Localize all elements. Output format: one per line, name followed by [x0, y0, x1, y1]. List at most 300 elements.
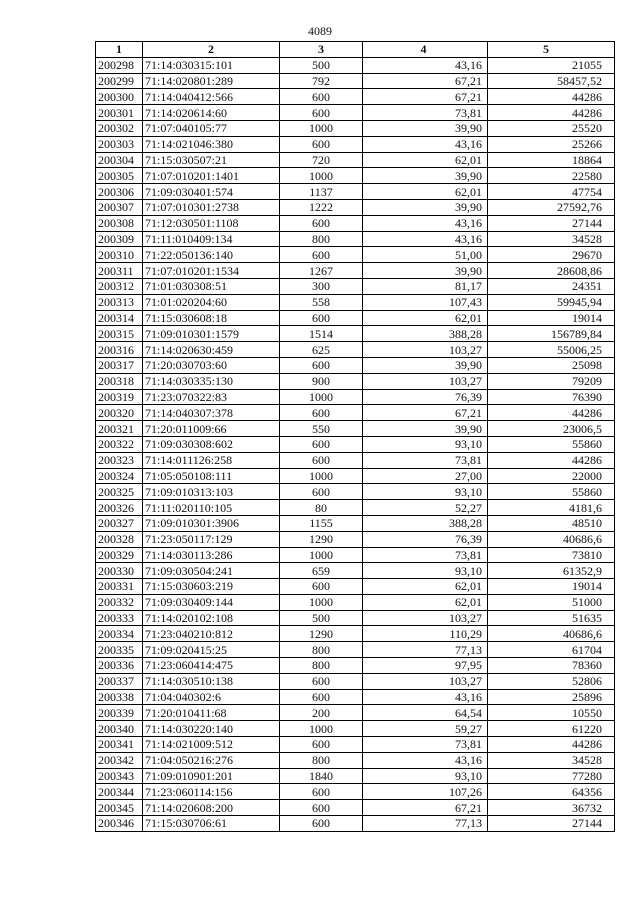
area-cell: 500 [280, 57, 363, 73]
table-row [96, 278, 615, 294]
record-number-cell: 200318 [96, 373, 143, 389]
area-cell: 600 [280, 136, 363, 152]
rate-cell: 110,29 [363, 626, 488, 642]
table-row [96, 326, 615, 342]
area-cell: 80 [280, 500, 363, 516]
table-row [96, 405, 615, 421]
record-number-cell: 200328 [96, 531, 143, 547]
record-number-cell: 200306 [96, 184, 143, 200]
column-header-4: 4 [363, 42, 488, 58]
area-cell: 600 [280, 405, 363, 421]
cadastral-number-cell: 71:14:030510:138 [143, 673, 280, 689]
table-row [96, 120, 615, 136]
cadastral-number-cell: 71:04:040302:6 [143, 689, 280, 705]
record-number-cell: 200334 [96, 626, 143, 642]
cadastral-number-cell: 71:23:070322:83 [143, 389, 280, 405]
cadastral-number-cell: 71:09:010901:201 [143, 768, 280, 784]
area-cell: 1840 [280, 768, 363, 784]
rate-cell: 39,90 [363, 357, 488, 373]
record-number-cell: 200341 [96, 737, 143, 753]
rate-cell: 39,90 [363, 168, 488, 184]
area-cell: 720 [280, 152, 363, 168]
table-row [96, 342, 615, 358]
area-cell: 900 [280, 373, 363, 389]
area-cell: 1000 [280, 168, 363, 184]
cadastral-number-cell: 71:09:020415:25 [143, 642, 280, 658]
table-row [96, 105, 615, 121]
record-number-cell: 200340 [96, 721, 143, 737]
area-cell: 600 [280, 215, 363, 231]
table-row [96, 452, 615, 468]
table-row [96, 57, 615, 73]
table-row [96, 421, 615, 437]
rate-cell: 43,16 [363, 57, 488, 73]
rate-cell: 43,16 [363, 752, 488, 768]
area-cell: 600 [280, 89, 363, 105]
value-cell: 27592,76 [488, 199, 615, 215]
cadastral-number-cell: 71:23:060114:156 [143, 784, 280, 800]
area-cell: 600 [280, 310, 363, 326]
value-cell: 23006,5 [488, 421, 615, 437]
rate-cell: 62,01 [363, 579, 488, 595]
rate-cell: 39,90 [363, 120, 488, 136]
record-number-cell: 200345 [96, 800, 143, 816]
area-cell: 600 [280, 673, 363, 689]
rate-cell: 64,54 [363, 705, 488, 721]
table-row [96, 184, 615, 200]
cadastral-number-cell: 71:15:030507:21 [143, 152, 280, 168]
record-number-cell: 200329 [96, 547, 143, 563]
cadastral-number-cell: 71:23:040210:812 [143, 626, 280, 642]
value-cell: 59945,94 [488, 294, 615, 310]
table-row [96, 389, 615, 405]
area-cell: 1000 [280, 721, 363, 737]
column-header-1: 1 [96, 42, 143, 58]
cadastral-number-cell: 71:11:020110:105 [143, 500, 280, 516]
cadastral-number-cell: 71:01:030308:51 [143, 278, 280, 294]
rate-cell: 77,13 [363, 816, 488, 832]
record-number-cell: 200342 [96, 752, 143, 768]
area-cell: 550 [280, 421, 363, 437]
cadastral-number-cell: 71:09:010301:1579 [143, 326, 280, 342]
cadastral-number-cell: 71:23:060414:475 [143, 658, 280, 674]
record-number-cell: 200324 [96, 468, 143, 484]
cadastral-number-cell: 71:14:020608:200 [143, 800, 280, 816]
value-cell: 21055 [488, 57, 615, 73]
table-row [96, 199, 615, 215]
area-cell: 1000 [280, 120, 363, 136]
cadastral-number-cell: 71:07:010301:2738 [143, 199, 280, 215]
rate-cell: 67,21 [363, 405, 488, 421]
area-cell: 1000 [280, 594, 363, 610]
area-cell: 600 [280, 105, 363, 121]
rate-cell: 93,10 [363, 563, 488, 579]
table-row [96, 168, 615, 184]
rate-cell: 97,95 [363, 658, 488, 674]
rate-cell: 51,00 [363, 247, 488, 263]
record-number-cell: 200335 [96, 642, 143, 658]
value-cell: 25098 [488, 357, 615, 373]
cadastral-number-cell: 71:09:010301:3906 [143, 515, 280, 531]
table-body [96, 57, 615, 831]
cadastral-number-cell: 71:14:021046:380 [143, 136, 280, 152]
table-row [96, 579, 615, 595]
cadastral-number-cell: 71:11:010409:134 [143, 231, 280, 247]
registry-table [95, 41, 615, 832]
cadastral-number-cell: 71:09:010313:103 [143, 484, 280, 500]
value-cell: 25266 [488, 136, 615, 152]
area-cell: 800 [280, 658, 363, 674]
record-number-cell: 200315 [96, 326, 143, 342]
rate-cell: 43,16 [363, 136, 488, 152]
table-row [96, 263, 615, 279]
rate-cell: 39,90 [363, 199, 488, 215]
rate-cell: 93,10 [363, 768, 488, 784]
value-cell: 29670 [488, 247, 615, 263]
record-number-cell: 200298 [96, 57, 143, 73]
area-cell: 800 [280, 642, 363, 658]
record-number-cell: 200344 [96, 784, 143, 800]
value-cell: 27144 [488, 215, 615, 231]
record-number-cell: 200337 [96, 673, 143, 689]
record-number-cell: 200300 [96, 89, 143, 105]
table-row [96, 152, 615, 168]
rate-cell: 103,27 [363, 373, 488, 389]
value-cell: 76390 [488, 389, 615, 405]
cadastral-number-cell: 71:09:030401:574 [143, 184, 280, 200]
value-cell: 51635 [488, 610, 615, 626]
record-number-cell: 200336 [96, 658, 143, 674]
cadastral-number-cell: 71:14:030315:101 [143, 57, 280, 73]
rate-cell: 62,01 [363, 310, 488, 326]
table-row [96, 721, 615, 737]
rate-cell: 73,81 [363, 737, 488, 753]
table-row [96, 610, 615, 626]
record-number-cell: 200310 [96, 247, 143, 263]
record-number-cell: 200323 [96, 452, 143, 468]
value-cell: 19014 [488, 310, 615, 326]
table-row [96, 816, 615, 832]
area-cell: 1222 [280, 199, 363, 215]
value-cell: 52806 [488, 673, 615, 689]
table-row [96, 247, 615, 263]
cadastral-number-cell: 71:20:010411:68 [143, 705, 280, 721]
cadastral-number-cell: 71:14:020801:289 [143, 73, 280, 89]
rate-cell: 76,39 [363, 531, 488, 547]
value-cell: 44286 [488, 105, 615, 121]
table-row [96, 515, 615, 531]
rate-cell: 67,21 [363, 73, 488, 89]
rate-cell: 388,28 [363, 515, 488, 531]
area-cell: 558 [280, 294, 363, 310]
table-row [96, 658, 615, 674]
cadastral-number-cell: 71:09:030409:144 [143, 594, 280, 610]
table-row [96, 705, 615, 721]
value-cell: 40686,6 [488, 531, 615, 547]
rate-cell: 103,27 [363, 342, 488, 358]
record-number-cell: 200309 [96, 231, 143, 247]
rate-cell: 103,27 [363, 610, 488, 626]
value-cell: 73810 [488, 547, 615, 563]
rate-cell: 43,16 [363, 689, 488, 705]
page-number: 4089 [308, 24, 332, 38]
value-cell: 22580 [488, 168, 615, 184]
value-cell: 44286 [488, 737, 615, 753]
value-cell: 34528 [488, 752, 615, 768]
rate-cell: 73,81 [363, 105, 488, 121]
rate-cell: 43,16 [363, 215, 488, 231]
cadastral-number-cell: 71:05:050108:111 [143, 468, 280, 484]
area-cell: 200 [280, 705, 363, 721]
area-cell: 800 [280, 752, 363, 768]
table-row [96, 547, 615, 563]
rate-cell: 77,13 [363, 642, 488, 658]
table-row [96, 531, 615, 547]
cadastral-number-cell: 71:04:050216:276 [143, 752, 280, 768]
record-number-cell: 200301 [96, 105, 143, 121]
value-cell: 55860 [488, 436, 615, 452]
value-cell: 48510 [488, 515, 615, 531]
rate-cell: 62,01 [363, 184, 488, 200]
table-row [96, 310, 615, 326]
table-row [96, 800, 615, 816]
value-cell: 61704 [488, 642, 615, 658]
record-number-cell: 200317 [96, 357, 143, 373]
rate-cell: 62,01 [363, 152, 488, 168]
area-cell: 500 [280, 610, 363, 626]
table-row [96, 689, 615, 705]
table-row [96, 594, 615, 610]
rate-cell: 52,27 [363, 500, 488, 516]
cadastral-number-cell: 71:14:030113:286 [143, 547, 280, 563]
area-cell: 600 [280, 357, 363, 373]
rate-cell: 67,21 [363, 800, 488, 816]
area-cell: 1000 [280, 547, 363, 563]
record-number-cell: 200332 [96, 594, 143, 610]
area-cell: 1290 [280, 531, 363, 547]
area-cell: 300 [280, 278, 363, 294]
rate-cell: 76,39 [363, 389, 488, 405]
rate-cell: 103,27 [363, 673, 488, 689]
cadastral-number-cell: 71:15:030608:18 [143, 310, 280, 326]
rate-cell: 93,10 [363, 484, 488, 500]
record-number-cell: 200314 [96, 310, 143, 326]
value-cell: 51000 [488, 594, 615, 610]
value-cell: 25896 [488, 689, 615, 705]
cadastral-number-cell: 71:14:021009:512 [143, 737, 280, 753]
record-number-cell: 200305 [96, 168, 143, 184]
area-cell: 600 [280, 689, 363, 705]
area-cell: 600 [280, 816, 363, 832]
record-number-cell: 200331 [96, 579, 143, 595]
value-cell: 47754 [488, 184, 615, 200]
record-number-cell: 200339 [96, 705, 143, 721]
column-header-5: 5 [488, 42, 615, 58]
cadastral-number-cell: 71:14:040412:566 [143, 89, 280, 105]
value-cell: 18864 [488, 152, 615, 168]
record-number-cell: 200299 [96, 73, 143, 89]
table-row [96, 673, 615, 689]
value-cell: 156789,84 [488, 326, 615, 342]
area-cell: 600 [280, 484, 363, 500]
record-number-cell: 200311 [96, 263, 143, 279]
value-cell: 44286 [488, 89, 615, 105]
value-cell: 10550 [488, 705, 615, 721]
table-row [96, 642, 615, 658]
value-cell: 19014 [488, 579, 615, 595]
rate-cell: 67,21 [363, 89, 488, 105]
table-row [96, 357, 615, 373]
record-number-cell: 200316 [96, 342, 143, 358]
area-cell: 625 [280, 342, 363, 358]
table-row [96, 89, 615, 105]
table-row [96, 484, 615, 500]
value-cell: 4181,6 [488, 500, 615, 516]
rate-cell: 59,27 [363, 721, 488, 737]
value-cell: 28608,86 [488, 263, 615, 279]
value-cell: 61352,9 [488, 563, 615, 579]
value-cell: 34528 [488, 231, 615, 247]
table-row [96, 752, 615, 768]
cadastral-number-cell: 71:14:030220:140 [143, 721, 280, 737]
area-cell: 1000 [280, 468, 363, 484]
area-cell: 1137 [280, 184, 363, 200]
column-header-3: 3 [280, 42, 363, 58]
rate-cell: 81,17 [363, 278, 488, 294]
area-cell: 600 [280, 737, 363, 753]
record-number-cell: 200338 [96, 689, 143, 705]
table-row [96, 436, 615, 452]
value-cell: 22000 [488, 468, 615, 484]
record-number-cell: 200313 [96, 294, 143, 310]
rate-cell: 62,01 [363, 594, 488, 610]
area-cell: 1000 [280, 389, 363, 405]
record-number-cell: 200308 [96, 215, 143, 231]
record-number-cell: 200326 [96, 500, 143, 516]
rate-cell: 39,90 [363, 421, 488, 437]
table-row [96, 468, 615, 484]
value-cell: 58457,52 [488, 73, 615, 89]
record-number-cell: 200346 [96, 816, 143, 832]
value-cell: 61220 [488, 721, 615, 737]
cadastral-number-cell: 71:07:010201:1401 [143, 168, 280, 184]
record-number-cell: 200319 [96, 389, 143, 405]
table-row [96, 215, 615, 231]
value-cell: 44286 [488, 405, 615, 421]
record-number-cell: 200333 [96, 610, 143, 626]
table-row [96, 768, 615, 784]
value-cell: 44286 [488, 452, 615, 468]
value-cell: 36732 [488, 800, 615, 816]
value-cell: 24351 [488, 278, 615, 294]
table-row [96, 563, 615, 579]
area-cell: 1155 [280, 515, 363, 531]
area-cell: 1290 [280, 626, 363, 642]
rate-cell: 107,43 [363, 294, 488, 310]
area-cell: 600 [280, 452, 363, 468]
area-cell: 1514 [280, 326, 363, 342]
record-number-cell: 200302 [96, 120, 143, 136]
cadastral-number-cell: 71:01:020204:60 [143, 294, 280, 310]
rate-cell: 39,90 [363, 263, 488, 279]
value-cell: 64356 [488, 784, 615, 800]
cadastral-number-cell: 71:12:030501:1108 [143, 215, 280, 231]
value-cell: 55860 [488, 484, 615, 500]
cadastral-number-cell: 71:07:040105:77 [143, 120, 280, 136]
cadastral-number-cell: 71:14:040307:378 [143, 405, 280, 421]
record-number-cell: 200343 [96, 768, 143, 784]
record-number-cell: 200320 [96, 405, 143, 421]
value-cell: 40686,6 [488, 626, 615, 642]
rate-cell: 107,26 [363, 784, 488, 800]
area-cell: 600 [280, 436, 363, 452]
area-cell: 659 [280, 563, 363, 579]
cadastral-number-cell: 71:15:030603:219 [143, 579, 280, 595]
table-row [96, 626, 615, 642]
record-number-cell: 200321 [96, 421, 143, 437]
table-row [96, 73, 615, 89]
record-number-cell: 200330 [96, 563, 143, 579]
cadastral-number-cell: 71:07:010201:1534 [143, 263, 280, 279]
area-cell: 600 [280, 784, 363, 800]
column-header-2: 2 [143, 42, 280, 58]
cadastral-number-cell: 71:14:020630:459 [143, 342, 280, 358]
table-row [96, 231, 615, 247]
cadastral-number-cell: 71:09:030504:241 [143, 563, 280, 579]
table-row [96, 500, 615, 516]
area-cell: 800 [280, 231, 363, 247]
value-cell: 25520 [488, 120, 615, 136]
area-cell: 600 [280, 247, 363, 263]
record-number-cell: 200325 [96, 484, 143, 500]
rate-cell: 43,16 [363, 231, 488, 247]
table-row [96, 784, 615, 800]
record-number-cell: 200322 [96, 436, 143, 452]
cadastral-number-cell: 71:22:050136:140 [143, 247, 280, 263]
header-row [96, 42, 615, 58]
cadastral-number-cell: 71:14:020614:60 [143, 105, 280, 121]
value-cell: 77280 [488, 768, 615, 784]
area-cell: 1267 [280, 263, 363, 279]
value-cell: 27144 [488, 816, 615, 832]
rate-cell: 27,00 [363, 468, 488, 484]
cadastral-number-cell: 71:14:020102:108 [143, 610, 280, 626]
value-cell: 55006,25 [488, 342, 615, 358]
cadastral-number-cell: 71:09:030308:602 [143, 436, 280, 452]
record-number-cell: 200307 [96, 199, 143, 215]
cadastral-number-cell: 71:20:011009:66 [143, 421, 280, 437]
record-number-cell: 200312 [96, 278, 143, 294]
rate-cell: 388,28 [363, 326, 488, 342]
cadastral-number-cell: 71:15:030706:61 [143, 816, 280, 832]
table-row [96, 136, 615, 152]
rate-cell: 73,81 [363, 452, 488, 468]
cadastral-number-cell: 71:23:050117:129 [143, 531, 280, 547]
value-cell: 79209 [488, 373, 615, 389]
cadastral-number-cell: 71:20:030703:60 [143, 357, 280, 373]
table-row [96, 373, 615, 389]
table-row [96, 737, 615, 753]
table-row [96, 294, 615, 310]
record-number-cell: 200327 [96, 515, 143, 531]
value-cell: 78360 [488, 658, 615, 674]
record-number-cell: 200304 [96, 152, 143, 168]
area-cell: 600 [280, 800, 363, 816]
rate-cell: 93,10 [363, 436, 488, 452]
rate-cell: 73,81 [363, 547, 488, 563]
area-cell: 600 [280, 579, 363, 595]
cadastral-number-cell: 71:14:011126:258 [143, 452, 280, 468]
